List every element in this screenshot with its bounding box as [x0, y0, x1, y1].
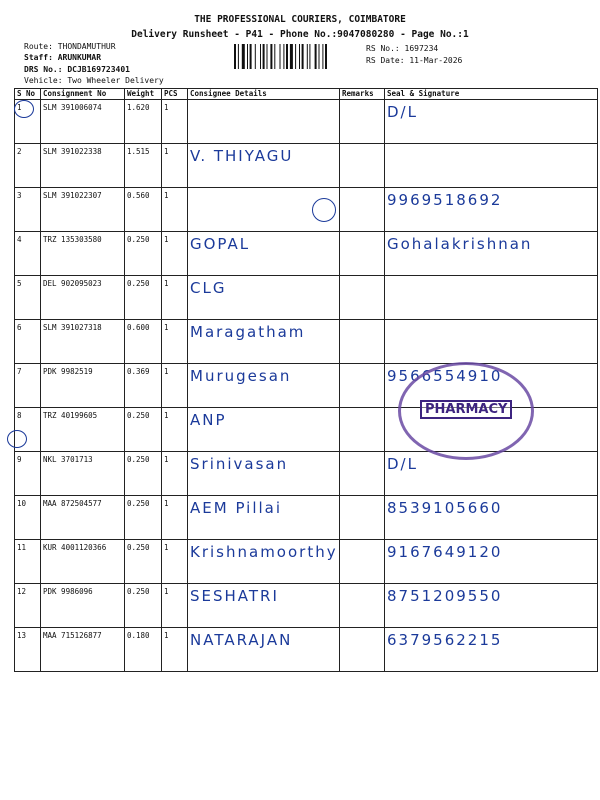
table-row: [15, 628, 598, 672]
table-row: [15, 584, 598, 628]
row-consignment-no: MAA 715126877: [41, 628, 125, 672]
row-consignment-no: DEL 902095023: [41, 276, 125, 320]
table-row: [15, 540, 598, 584]
row-consignment-no: SLM 391022307: [41, 188, 125, 232]
barcode-bar: [322, 44, 323, 69]
row-pcs: 1: [162, 364, 188, 408]
barcode-bar: [286, 44, 288, 69]
row-consignment-no: NKL 3701713: [41, 452, 125, 496]
row-consignee: SESHATRI: [188, 584, 340, 628]
row-remarks: [340, 408, 385, 452]
row-remarks: [340, 100, 385, 144]
table-row: [15, 452, 598, 496]
row-signature: [385, 320, 598, 364]
staff-label: Staff: ARUNKUMAR: [24, 53, 102, 62]
row-sno: 2: [15, 144, 41, 188]
rs-date-label: RS Date: 11-Mar-2026: [366, 56, 463, 65]
row-remarks: [340, 144, 385, 188]
row-weight: 0.180: [125, 628, 162, 672]
row-remarks: [340, 188, 385, 232]
barcode-bar: [250, 44, 252, 69]
row-weight: 1.620: [125, 100, 162, 144]
rs-no-label: RS No.: 1697234: [366, 44, 439, 53]
row-signature: 8751209550: [385, 584, 598, 628]
col-pcs: PCS: [162, 89, 188, 100]
route-label: Route: THONDAMUTHUR: [24, 42, 116, 51]
barcode-bar: [270, 44, 272, 69]
row-pcs: 1: [162, 452, 188, 496]
drs-label: DRS No.: DCJB169723401: [24, 65, 130, 74]
row-pcs: 1: [162, 100, 188, 144]
row-remarks: [340, 364, 385, 408]
row-remarks: [340, 496, 385, 540]
row-signature: D/L: [385, 452, 598, 496]
row-consignee: Srinivasan: [188, 452, 340, 496]
row-signature: [385, 276, 598, 320]
row-weight: 0.250: [125, 496, 162, 540]
row-sno: 3: [15, 188, 41, 232]
row-remarks: [340, 540, 385, 584]
row-signature: Gohalakrishnan: [385, 232, 598, 276]
barcode-bar: [238, 44, 239, 69]
row-pcs: 1: [162, 320, 188, 364]
row-pcs: 1: [162, 540, 188, 584]
row-pcs: 1: [162, 496, 188, 540]
pharmacy-stamp-label: PHARMACY: [420, 400, 512, 419]
row-weight: 0.560: [125, 188, 162, 232]
table-row: [15, 276, 598, 320]
col-remarks: Remarks: [340, 89, 385, 100]
row-weight: 0.369: [125, 364, 162, 408]
row-pcs: 1: [162, 276, 188, 320]
row-signature: [385, 144, 598, 188]
row-sno: 5: [15, 276, 41, 320]
barcode: [234, 44, 359, 69]
row-9-circle-mark: [7, 430, 27, 448]
row-weight: 1.515: [125, 144, 162, 188]
row-signature: 8539105660: [385, 496, 598, 540]
row-consignment-no: MAA 872504577: [41, 496, 125, 540]
row-pcs: 1: [162, 584, 188, 628]
table-row: [15, 100, 598, 144]
barcode-bar: [274, 44, 275, 69]
row-weight: 0.250: [125, 276, 162, 320]
row-consignment-no: SLM 391006074: [41, 100, 125, 144]
table-row: [15, 188, 598, 232]
barcode-bar: [280, 44, 281, 69]
row-sno: 9: [15, 452, 41, 496]
company-title: THE PROFESSIONAL COURIERS, COIMBATORE: [194, 14, 406, 25]
barcode-bar: [260, 44, 261, 69]
row-signature: 9969518692: [385, 188, 598, 232]
barcode-bar: [319, 44, 320, 69]
barcode-bar: [247, 44, 248, 69]
barcode-bar: [325, 44, 327, 69]
row-1-circle-mark: [14, 100, 34, 118]
row-consignment-no: SLM 391022338: [41, 144, 125, 188]
barcode-bar: [302, 44, 304, 69]
row-signature: 9566554910: [385, 364, 598, 408]
row-consignee: ANP: [188, 408, 340, 452]
row-pcs: 1: [162, 628, 188, 672]
row-consignee: Maragatham: [188, 320, 340, 364]
barcode-bar: [267, 44, 268, 69]
row-consignment-no: TRZ 135303580: [41, 232, 125, 276]
row-consignee: Murugesan: [188, 364, 340, 408]
row-consignment-no: SLM 391027318: [41, 320, 125, 364]
barcode-bar: [234, 44, 236, 69]
row-consignee: AEM Pillai: [188, 496, 340, 540]
row-consignment-no: PDK 9982519: [41, 364, 125, 408]
col-weight: Weight: [125, 89, 162, 100]
row-remarks: [340, 232, 385, 276]
col-consignee: Consignee Details: [188, 89, 340, 100]
row-sno: 4: [15, 232, 41, 276]
row-consignee: Krishnamoorthy: [188, 540, 340, 584]
row-sno: 10: [15, 496, 41, 540]
row-weight: 0.600: [125, 320, 162, 364]
table-row: [15, 496, 598, 540]
barcode-bar: [283, 44, 284, 69]
barcode-bar: [307, 44, 308, 69]
row-remarks: [340, 584, 385, 628]
row-remarks: [340, 320, 385, 364]
table-header-row: [15, 89, 598, 100]
row-consignment-no: PDK 9986096: [41, 584, 125, 628]
table-row: [15, 320, 598, 364]
col-consignment: Consignment No: [41, 89, 125, 100]
row-signature: D/L: [385, 100, 598, 144]
row-sno: 1: [15, 100, 41, 144]
row-consignee: CLG: [188, 276, 340, 320]
row-consignee: V. THIYAGU: [188, 144, 340, 188]
row-consignee: [188, 100, 340, 144]
row-consignment-no: TRZ 40199605: [41, 408, 125, 452]
barcode-bar: [242, 44, 245, 69]
consignee-circle-mark: [312, 198, 336, 222]
table-row: [15, 144, 598, 188]
row-sno: 13: [15, 628, 41, 672]
row-weight: 0.250: [125, 408, 162, 452]
row-sno: 12: [15, 584, 41, 628]
runsheet-subtitle: Delivery Runsheet - P41 - Phone No.:9047080280 - Page No.:1: [131, 29, 469, 40]
row-sno: 7: [15, 364, 41, 408]
row-weight: 0.250: [125, 540, 162, 584]
row-pcs: 1: [162, 188, 188, 232]
col-sno: S No: [15, 89, 41, 100]
barcode-bar: [309, 44, 310, 69]
row-pcs: 1: [162, 408, 188, 452]
row-pcs: 1: [162, 232, 188, 276]
barcode-bar: [263, 44, 265, 69]
vehicle-label: Vehicle: Two Wheeler Delivery: [24, 76, 164, 85]
row-weight: 0.250: [125, 232, 162, 276]
barcode-bar: [315, 44, 317, 69]
col-signature: Seal & Signature: [385, 89, 598, 100]
row-signature: 6379562215: [385, 628, 598, 672]
row-remarks: [340, 276, 385, 320]
row-sno: 8: [15, 408, 41, 452]
row-pcs: 1: [162, 144, 188, 188]
barcode-bar: [290, 44, 293, 69]
barcode-bar: [255, 44, 256, 69]
row-remarks: [340, 628, 385, 672]
row-sno: 11: [15, 540, 41, 584]
row-consignment-no: KUR 4001120366: [41, 540, 125, 584]
barcode-bar: [299, 44, 300, 69]
table-row: [15, 232, 598, 276]
row-consignee: GOPAL: [188, 232, 340, 276]
row-sno: 6: [15, 320, 41, 364]
barcode-bar: [295, 44, 296, 69]
row-weight: 0.250: [125, 452, 162, 496]
row-weight: 0.250: [125, 584, 162, 628]
row-signature: 9167649120: [385, 540, 598, 584]
row-remarks: [340, 452, 385, 496]
row-consignee: NATARAJAN: [188, 628, 340, 672]
